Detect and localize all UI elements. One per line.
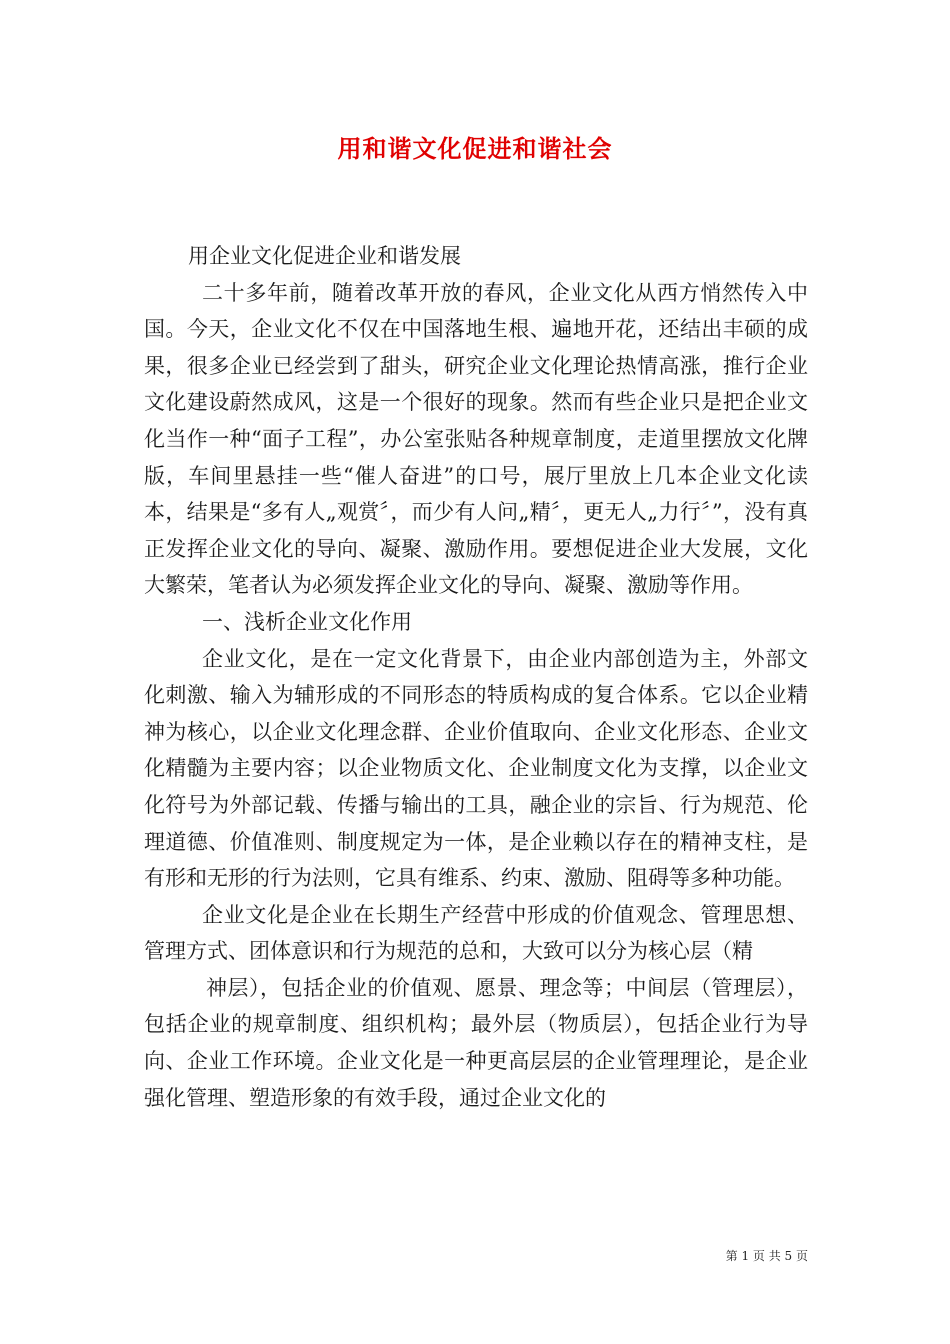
paragraph-layers: 企业文化是企业在长期生产经营中形成的价值观念、管理思想、管理方式、团体意识和行为规范的总和，大致可以分为核心层（精 (144, 902, 808, 964)
paragraph-definition: 企业文化，是在一定文化背景下，由企业内部创造为主，外部文化刺激、输入为辅形成的不同形态的特质构成的复合体系。它以企业精神为核心，以企业文化理念群、企业价值取向、企业文化形态、企业文化精髓为主要内容；以企业物质文化、企业制度文化为支撑，以企业文化符号为外部记载、传播与输出的工具，融企业的宗旨、行为规范、伦理道德、价值准则、制度规定为一体，是企业赖以存在的精神支柱，是有形和无形的行为法则，它具有维系、约束、激励、阻碍等多种功能。 (144, 646, 808, 891)
section-heading: 一、浅析企业文化作用 (202, 609, 412, 634)
paragraph-intro: 二十多年前，随着改革开放的春风，企业文化从西方悄然传入中国。今天，企业文化不仅在中国落地生根、遍地开花，还结出丰硕的成果，很多企业已经尝到了甜头，研究企业文化理论热情高涨，推行企业文化建设蔚然成风，这是一个很好的现象。然而有些企业只是把企业文化当作一种“面子工程”，办公室张贴各种规章制度，走道里摆放文化牌版，车间里悬挂一些“催人奋进”的口号，展厅里放上几本企业文化读本，结果是“多有人„观赏〞，而少有人问„精〞，更无人„力行〞”，没有真正发挥企业文化的导向、凝聚、激励作用。要想促进企业大发展，文化大繁荣，笔者认为必须发挥企业文化的导向、凝聚、激励等作用。 (144, 280, 808, 598)
document-body (144, 238, 808, 1116)
page-number: 第 1 页 共 5 页 (725, 1249, 808, 1263)
paragraph-continuation: 神层），包括企业的价值观、愿景、理念等；中间层（管理层），包括企业的规章制度、组织机构；最外层（物质层），包括企业行为导向、企业工作环境。企业文化是一种更高层层的企业管理理论，是企业强化管理、塑造形象的有效手段，通过企业文化的 (144, 975, 808, 1110)
document-title: 用和谐文化促进和谐社会 (337, 134, 613, 163)
document-subtitle: 用企业文化促进企业和谐发展 (188, 244, 461, 268)
